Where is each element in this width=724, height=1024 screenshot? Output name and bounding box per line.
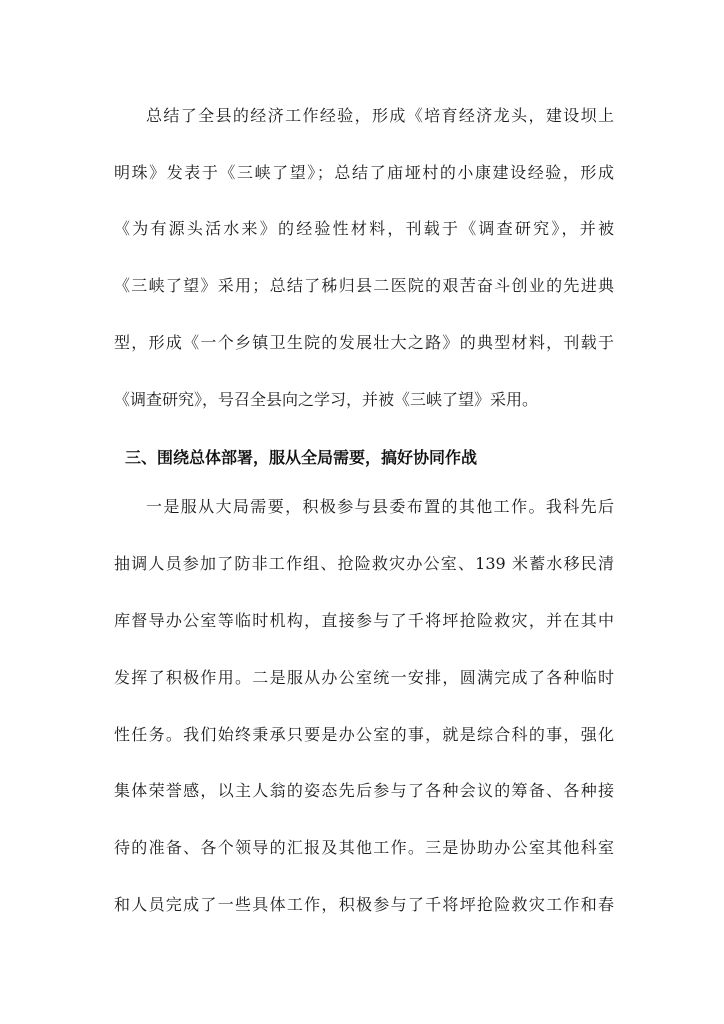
paragraph-line: 和人员完成了一些具体工作，积极参与了千将坪抢险救灾工作和春 [114,895,614,914]
section-heading: 三、围绕总体部署，服从全局需要，搞好协同作战 [125,448,478,467]
paragraph-line: 待的准备、各个领导的汇报及其他工作。三是协助办公室其他科室 [114,838,614,857]
paragraph-line: 总结了全县的经济工作经验，形成《培育经济龙头，建设坝上 [146,106,614,125]
paragraph-line: 明珠》发表于《三峡了望》；总结了庙垭村的小康建设经验，形成 [114,163,614,182]
paragraph-line: 发挥了积极作用。二是服从办公室统一安排，圆满完成了各种临时 [114,668,614,687]
paragraph-line: 库督导办公室等临时机构，直接参与了千将坪抢险救灾，并在其中 [114,611,614,630]
paragraph-line: 型，形成《一个乡镇卫生院的发展壮大之路》的典型材料，刊载于 [114,333,614,352]
paragraph-line: 《三峡了望》采用；总结了秭归县二医院的艰苦奋斗创业的先进典 [114,276,614,295]
paragraph-line: 抽调人员参加了防非工作组、抢险救灾办公室、139 米蓄水移民清 [114,554,614,573]
paragraph-line: 一是服从大局需要，积极参与县委布置的其他工作。我科先后 [146,497,614,516]
paragraph-line: 性任务。我们始终秉承只要是办公室的事，就是综合科的事，强化 [114,725,614,744]
paragraph-line: 《调查研究》，号召全县向之学习，并被《三峡了望》采用。 [114,390,539,409]
paragraph-line: 集体荣誉感，以主人翁的姿态先后参与了各种会议的筹备、各种接 [114,781,614,800]
paragraph-line: 《为有源头活水来》的经验性材料，刊载于《调查研究》，并被 [114,219,614,238]
